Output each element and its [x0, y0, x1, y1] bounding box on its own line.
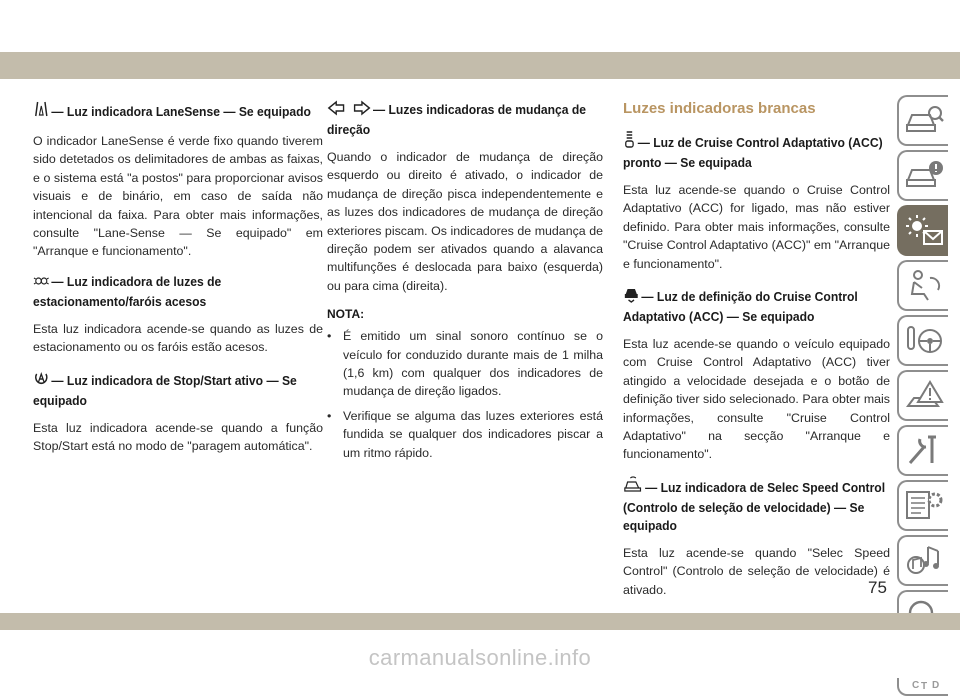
lanesense-heading: — Luz indicadora LaneSense — Se equipado	[33, 100, 324, 123]
car-warning-icon	[904, 158, 944, 194]
acc-set-car-icon	[623, 285, 640, 308]
chapter-tab-specs-gear[interactable]	[897, 480, 948, 531]
wrench-service-icon	[904, 433, 944, 469]
watermark: carmanualsonline.info	[368, 645, 592, 670]
letter: D	[932, 680, 940, 691]
acc-set-body: Esta luz acende-se quando o veículo equipado com Cruise Control Adaptativo (ACC) tiver atingido a velocidade desejada e o botão de definição tiver sido selecionado. Para obter mais informações, consulte "Cruise Control Adaptativo" na secção "Arranque e funcionamento".	[623, 337, 890, 462]
section-title: Luzes indicadoras brancas	[623, 100, 816, 117]
chapter-tab-wrench-service[interactable]	[897, 425, 948, 476]
note-title: NOTA:	[327, 307, 365, 322]
letter: C	[912, 680, 920, 691]
stop-start-heading: — Luz indicadora de Stop/Start ativo — Se equipado	[33, 369, 324, 410]
bottom-band	[0, 613, 960, 630]
note-item: • É emitido um sinal sonoro contínuo se o veículo for conduzido durante mais de 1 milha (1,6 km) com qualquer dos indicadores de mudança de direção ligados.	[327, 329, 603, 399]
music-media-icon	[904, 543, 944, 579]
parking-lights-heading: — Luz indicadora de luzes de estacionamento/faróis acesos	[33, 273, 222, 309]
turn-signal-heading: — Luzes indicadoras de mudança de direção	[327, 102, 587, 137]
lanesense-body: O indicador LaneSense é verde fixo quando tiverem sido detetados os delimitadores de ambas as faixas, e o sistema está "a postos" para proporcionar avisos visuais e de binário, em caso de saída não intencional da faixa. Para obter mais informações, consulte "Lane-Sense — Se equipado" em "Arranque e funcionamento".	[33, 134, 323, 259]
chapter-tab-airbag-seat[interactable]	[897, 260, 948, 311]
note-list	[327, 327, 603, 462]
acc-ready-body: Esta luz acende-se quando o Cruise Control Adaptativo (ACC) for ligado, mas não estiver definido. Para obter mais informações, consulte "Cruise Control Adaptativo (ACC)" em "Arranque e funcionamento".	[623, 183, 890, 271]
column-1	[33, 100, 323, 467]
dashboard-lights-icon	[904, 213, 944, 249]
road-emergency-icon	[904, 378, 944, 414]
page-number: 75	[868, 578, 887, 597]
column-3	[623, 100, 890, 611]
steering-key-icon	[904, 323, 944, 359]
chapter-tab-car-warning[interactable]	[897, 150, 948, 201]
top-band	[0, 52, 960, 79]
chapter-tab-road-emergency[interactable]	[897, 370, 948, 421]
bullet: •	[327, 408, 332, 423]
acc-set-heading: — Luz de definição do Cruise Control Adaptativo (ACC) — Se equipado	[623, 285, 891, 326]
chapter-tab-dashboard-lights[interactable]	[897, 205, 948, 256]
specs-gear-icon	[904, 488, 944, 524]
airbag-seat-icon	[904, 268, 944, 304]
chapter-tab-steering-key[interactable]	[897, 315, 948, 366]
acc-ready-icon	[623, 131, 636, 154]
car-search-icon	[904, 103, 944, 139]
bullet: •	[327, 329, 332, 344]
stop-start-icon	[33, 369, 50, 392]
selec-speed-body: Esta luz acende-se quando "Selec Speed Control" (Controlo de seleção de velocidade) é ativado.	[623, 545, 890, 597]
lanesense-indicator-icon	[33, 100, 50, 123]
note-item: • Verifique se alguma das luzes exteriores está fundida se qualquer dos indicadores piscar a um ritmo rápido.	[327, 408, 603, 460]
parking-lights-icon	[33, 274, 50, 293]
stop-start-body: Esta luz indicadora acende-se quando a função Stop/Start está no modo de "paragem automática".	[33, 420, 323, 454]
chapter-tab-car-search[interactable]	[897, 95, 948, 146]
parking-lights-body: Esta luz indicadora acende-se quando as luzes de estacionamento ou os faróis estão acesos.	[33, 321, 323, 355]
turn-signal-body: Quando o indicador de mudança de direção esquerdo ou direito é ativado, o indicador de mudança de direção pisca independentemente e as luzes dos indicadores de mudança de direção exteriores piscam. Os indicadores de mudança de direção podem ser ativados quando a alavanca multifunções é deslocada para baixo (esquerda) ou para cima (direita).	[327, 150, 603, 293]
chapter-tab-music-media[interactable]	[897, 535, 948, 586]
selec-speed-heading: — Luz indicadora de Selec Speed Control (Controlo de seleção de velocidade) — Se equipado	[623, 476, 891, 535]
acc-ready-heading: — Luz de Cruise Control Adaptativo (ACC) pronto — Se equipada	[623, 131, 891, 172]
chapter-tabs	[894, 95, 956, 700]
column-2	[327, 100, 603, 468]
letter: T	[921, 681, 928, 692]
turn-signal-arrows-icon	[327, 100, 371, 121]
selec-speed-icon	[623, 476, 643, 499]
